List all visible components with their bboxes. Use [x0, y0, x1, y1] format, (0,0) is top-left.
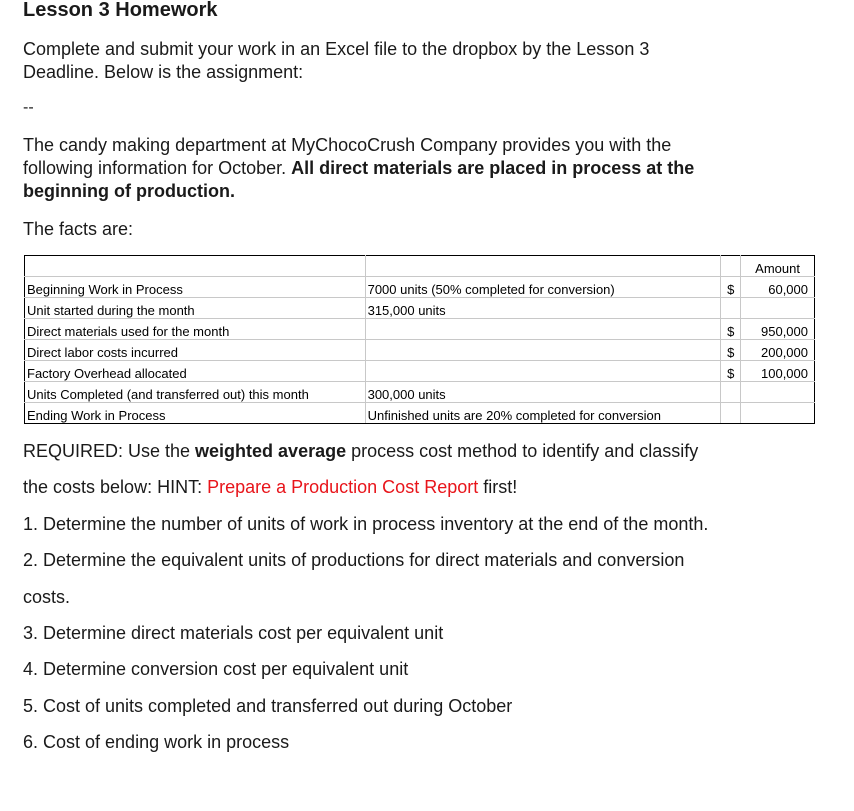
- fact-amount: 60,000: [741, 277, 815, 298]
- fact-detail: 7000 units (50% completed for conversion): [365, 277, 721, 298]
- required-line-1: REQUIRED: Use the weighted average process cost method to identify and classify: [23, 441, 699, 461]
- task-item: 1. Determine the number of units of work in process inventory at the end of the month.: [23, 514, 709, 534]
- scenario-paragraph: [23, 134, 763, 203]
- fact-detail: [365, 319, 721, 340]
- fact-detail: Unfinished units are 20% completed for conversion: [365, 403, 721, 424]
- task-item: 2. Determine the equivalent units of productions for direct materials and conversion: [23, 550, 685, 570]
- scenario-emphasis-2: beginning of production.: [23, 181, 235, 201]
- facts-row: [25, 403, 815, 424]
- scenario-emphasis-1: All direct materials are placed in process at the: [291, 158, 695, 178]
- fact-amount: 200,000: [741, 340, 815, 361]
- fact-currency: [721, 298, 741, 319]
- task-item: costs.: [23, 587, 71, 607]
- facts-row: [25, 298, 815, 319]
- required-line-2: the costs below: HINT: Prepare a Production Cost Report first!: [23, 477, 518, 497]
- scenario-line-1: The candy making department at MyChocoCrush Company provides you with the: [23, 135, 672, 155]
- fact-currency: $: [721, 361, 741, 382]
- facts-table: [24, 255, 815, 424]
- fact-detail: [365, 361, 721, 382]
- task-item: 6. Cost of ending work in process: [23, 732, 290, 752]
- intro-line-1: Complete and submit your work in an Excel file to the dropbox by the Lesson 3: [23, 39, 650, 59]
- fact-amount: [741, 382, 815, 403]
- fact-currency: $: [721, 319, 741, 340]
- fact-detail: [365, 340, 721, 361]
- page-title: Lesson 3 Homework: [23, 0, 218, 21]
- fact-currency: [721, 403, 741, 424]
- facts-row: [25, 361, 815, 382]
- task-item: 3. Determine direct materials cost per equivalent unit: [23, 623, 444, 643]
- fact-amount: 950,000: [741, 319, 815, 340]
- fact-label: Ending Work in Process: [25, 403, 366, 424]
- fact-currency: [721, 382, 741, 403]
- hint-highlight: Prepare a Production Cost Report: [207, 477, 479, 497]
- facts-row: [25, 340, 815, 361]
- facts-row: [25, 319, 815, 340]
- fact-label: Direct labor costs incurred: [25, 340, 366, 361]
- scenario-line-2: following information for October.: [23, 158, 292, 178]
- fact-currency: $: [721, 340, 741, 361]
- amount-header: Amount: [741, 256, 815, 277]
- fact-label: Factory Overhead allocated: [25, 361, 366, 382]
- facts-intro: The facts are:: [23, 219, 134, 239]
- facts-row: [25, 382, 815, 403]
- facts-header-row: [25, 256, 815, 277]
- fact-label: Units Completed (and transferred out) this month: [25, 382, 366, 403]
- fact-label: Direct materials used for the month: [25, 319, 366, 340]
- separator: --: [23, 99, 34, 116]
- fact-amount: [741, 298, 815, 319]
- facts-row: [25, 277, 815, 298]
- task-item: 4. Determine conversion cost per equivalent unit: [23, 659, 409, 679]
- fact-amount: [741, 403, 815, 424]
- fact-detail: 300,000 units: [365, 382, 721, 403]
- intro-paragraph: [23, 38, 723, 84]
- task-item: 5. Cost of units completed and transferred out during October: [23, 696, 513, 716]
- method-emphasis: weighted average: [195, 441, 347, 461]
- intro-line-2: Deadline. Below is the assignment:: [23, 62, 304, 82]
- fact-amount: 100,000: [741, 361, 815, 382]
- fact-currency: $: [721, 277, 741, 298]
- fact-label: Unit started during the month: [25, 298, 366, 319]
- fact-label: Beginning Work in Process: [25, 277, 366, 298]
- fact-detail: 315,000 units: [365, 298, 721, 319]
